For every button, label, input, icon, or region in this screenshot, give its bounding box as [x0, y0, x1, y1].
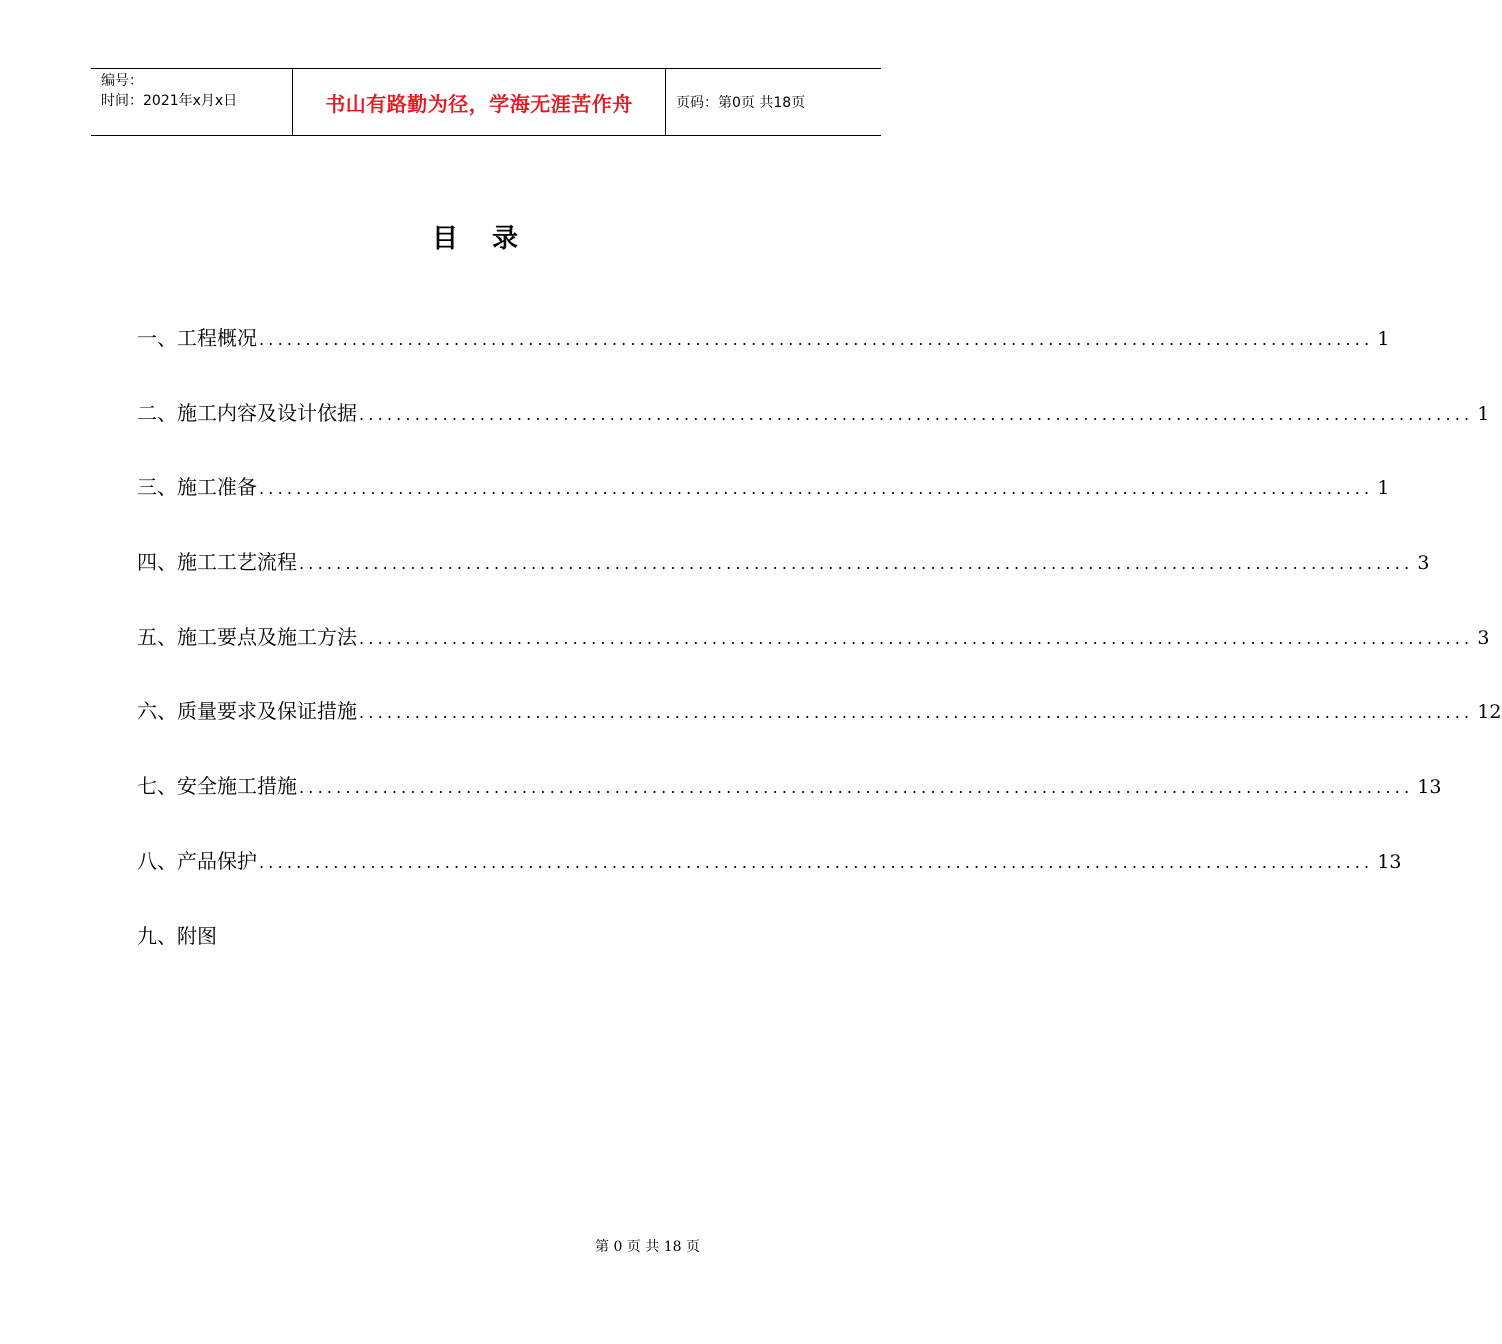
toc-entry-page-number: 1: [1377, 328, 1390, 350]
document-header: [91, 68, 881, 136]
toc-entry-label: 一、工程概况: [137, 326, 257, 350]
toc-entry-label: 六、质量要求及保证措施: [137, 699, 357, 724]
toc-dot-leader: ........................................................................................................................: [299, 554, 1414, 574]
toc-dot-leader: ........................................................................................................................: [299, 778, 1414, 798]
toc-entry-label: 九、附图: [137, 923, 217, 948]
toc-entry-page-number: 1: [1377, 477, 1390, 500]
toc-entry[interactable]: [137, 397, 1490, 472]
toc-entry-label: 七、安全施工措施: [137, 774, 297, 799]
toc-entry-page-number: 13: [1417, 776, 1442, 799]
toc-entry-label: 八、产品保护: [137, 848, 257, 873]
header-page-cell: [666, 69, 881, 135]
document-time-label: 时间：2021年x月x日: [101, 93, 238, 109]
toc-entry[interactable]: [137, 845, 1402, 920]
toc-title: 目录: [431, 224, 552, 254]
toc-dot-leader: ........................................................................................................................: [259, 479, 1374, 499]
toc-entry[interactable]: [137, 621, 1490, 696]
toc-entry-page-number: 12: [1477, 701, 1502, 724]
toc-entry-label: 四、施工工艺流程: [137, 550, 297, 575]
toc-entry-label: 五、施工要点及施工方法: [137, 624, 357, 649]
document-number-label: 编号：: [101, 73, 143, 89]
toc-entry-page-number: 1: [1477, 402, 1490, 425]
header-meta-cell: [91, 69, 293, 135]
toc-entry-label: 三、施工准备: [137, 475, 257, 500]
page-footer: 第 0 页 共 18 页: [595, 1239, 700, 1255]
toc-entry[interactable]: [137, 546, 1430, 621]
toc-dot-leader: ........................................................................................................................: [259, 852, 1374, 872]
toc-dot-leader: ........................................................................................................................: [359, 628, 1474, 648]
toc-entry[interactable]: [137, 695, 1502, 770]
toc-dot-leader: ........................................................................................................................: [359, 404, 1474, 424]
header-motto-cell: [293, 69, 666, 135]
toc-dot-leader: ........................................................................................................................: [359, 703, 1474, 723]
toc-entry[interactable]: [137, 471, 1390, 546]
header-page-info: 页码：第0页 共18页: [676, 95, 806, 111]
header-motto: 书山有路勤为径，学海无涯苦作舟: [325, 91, 633, 116]
toc-entry[interactable]: [137, 322, 1390, 397]
toc-entry[interactable]: [137, 770, 1442, 845]
table-of-contents: [137, 322, 1502, 994]
toc-dot-leader: ........................................................................................................................: [259, 330, 1374, 349]
toc-entry-page-number: 3: [1417, 552, 1430, 575]
toc-entry-page-number: 13: [1377, 850, 1402, 873]
toc-entry[interactable]: [137, 920, 799, 995]
toc-entry-label: 二、施工内容及设计依据: [137, 400, 357, 425]
toc-entry-page-number: 3: [1477, 626, 1490, 649]
